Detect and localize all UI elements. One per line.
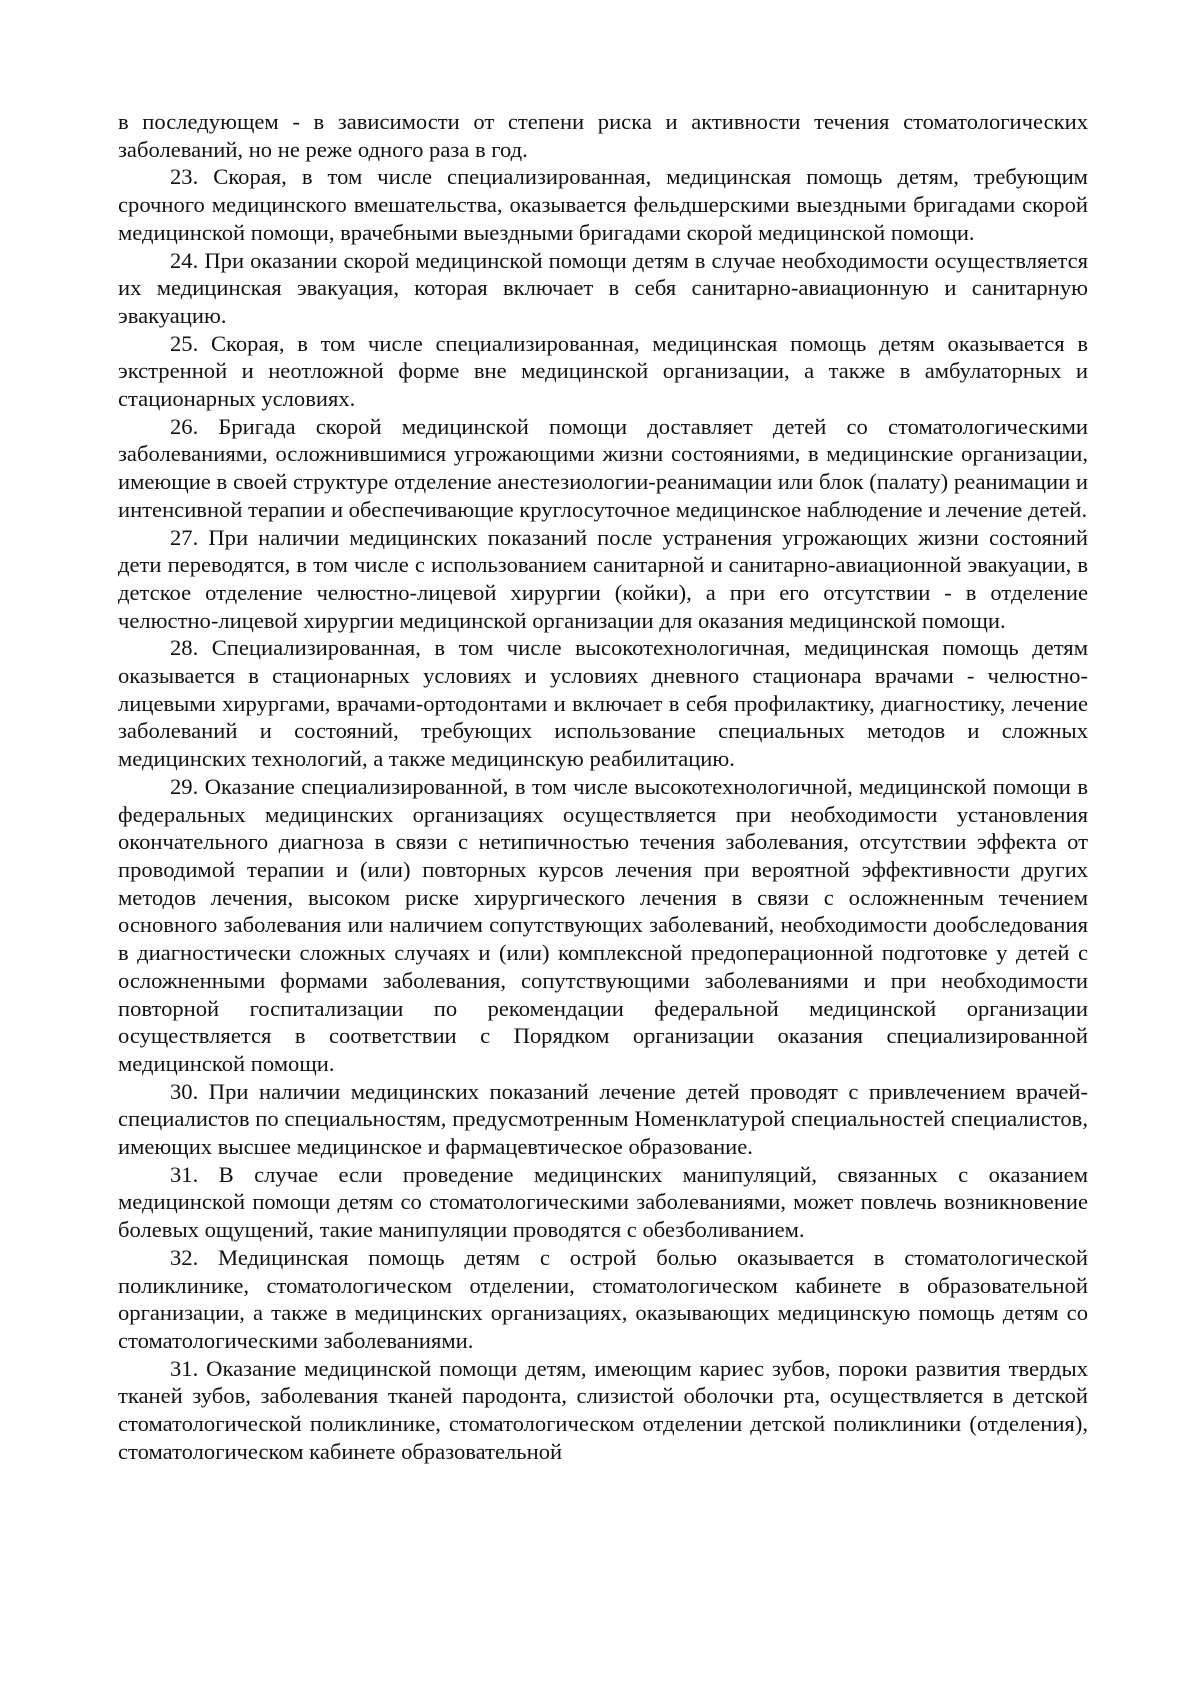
- paragraph-23: 23. Скорая, в том числе специализированная, медицинская помощь детям, требующим срочного медицинского вмешательства, оказывается фельдшерскими выездными бригадами скорой медицинской помощи, врачебными выездными бригадами скорой медицинской помощи.: [118, 164, 1088, 245]
- paragraph-31: 31. В случае если проведение медицинских манипуляций, связанных с оказанием медицинской помощи детям со стоматологическими заболеваниями, может повлечь возникновение болевых ощущений, такие манипуляции проводятся с обезболиванием.: [118, 1161, 1088, 1243]
- paragraph-30: 30. При наличии медицинских показаний лечение детей проводят с привлечением врачей-специалистов по специальностям, предусмотренным Номенклатурой специальностей специалистов, имеющих высшее медицинское и фармацевтическое образование.: [118, 1078, 1088, 1160]
- paragraph-29: 29. Оказание специализированной, в том числе высокотехнологичной, медицинской помощи в федеральных медицинских организациях осуществляется при необходимости установления окончательного диагноза в связи с нетипичностью течения заболевания, отсутствии эффекта от проводимой терапии и (или) повторных курсов лечения при вероятной эффективности других методов лечения, высоком риске хирургического лечения в связи с осложненным течением основного заболевания или наличием сопутствующих заболеваний, необходимости дообследования в диагностически сложных случаях и (или) комплексной предоперационной подготовке у детей с осложненными формами заболевания, сопутствующими заболеваниями и при необходимости повторной госпитализации по рекомендации федеральной медицинской организации осуществляется в соответствии с Порядком организации оказания специализированной медицинской помощи.: [118, 773, 1088, 1076]
- paragraph-24: 24. При оказании скорой медицинской помощи детям в случае необходимости осуществляется их медицинская эвакуация, которая включает в себя санитарно-авиационную и санитарную эвакуацию.: [118, 247, 1088, 328]
- paragraph-continuation: в последующем - в зависимости от степени риска и активности течения стоматологических заболеваний, но не реже одного раза в год.: [118, 109, 1088, 162]
- paragraph-32: 32. Медицинская помощь детям с острой болью оказывается в стоматологической поликлинике, стоматологическом отделении, стоматологическом кабинете в образовательной организации, а также в медицинских организациях, оказывающих медицинскую помощь детям со стоматологическими заболеваниями.: [118, 1244, 1088, 1353]
- paragraph-28: 28. Специализированная, в том числе высокотехнологичная, медицинская помощь детям оказывается в стационарных условиях и условиях дневного стационара врачами - челюстно-лицевыми хирургами, врачами-ортодонтами и включает в себя профилактику, диагностику, лечение заболеваний и состояний, требующих использование специальных методов и сложных медицинских технологий, а также медицинскую реабилитацию.: [118, 635, 1088, 772]
- paragraph-27: 27. При наличии медицинских показаний после устранения угрожающих жизни состояний дети переводятся, в том числе с использованием санитарной и санитарно-авиационной эвакуации, в детское отделение челюстно-лицевой хирургии (койки), а при его отсутствии - в отделение челюстно-лицевой хирургии медицинской организации для оказания медицинской помощи.: [118, 524, 1088, 633]
- document-page: [118, 108, 1088, 1465]
- paragraph-25: 25. Скорая, в том числе специализированная, медицинская помощь детям оказывается в экстренной и неотложной форме вне медицинской организации, а также в амбулаторных и стационарных условиях.: [118, 330, 1088, 412]
- paragraph-26: 26. Бригада скорой медицинской помощи доставляет детей со стоматологическими заболеваниями, осложнившимися угрожающими жизни состояниями, в медицинские организации, имеющие в своей структуре отделение анестезиологии-реанимации или блок (палату) реанимации и интенсивной терапии и обеспечивающие круглосуточное медицинское наблюдение и лечение детей.: [118, 413, 1088, 522]
- paragraph-31-second: 31. Оказание медицинской помощи детям, имеющим кариес зубов, пороки развития твердых тканей зубов, заболевания тканей пародонта, слизистой оболочки рта, осуществляется в детской стоматологической поликлинике, стоматологическом отделении детской поликлиники (отделения), стоматологическом кабинете образовательной: [118, 1355, 1088, 1464]
